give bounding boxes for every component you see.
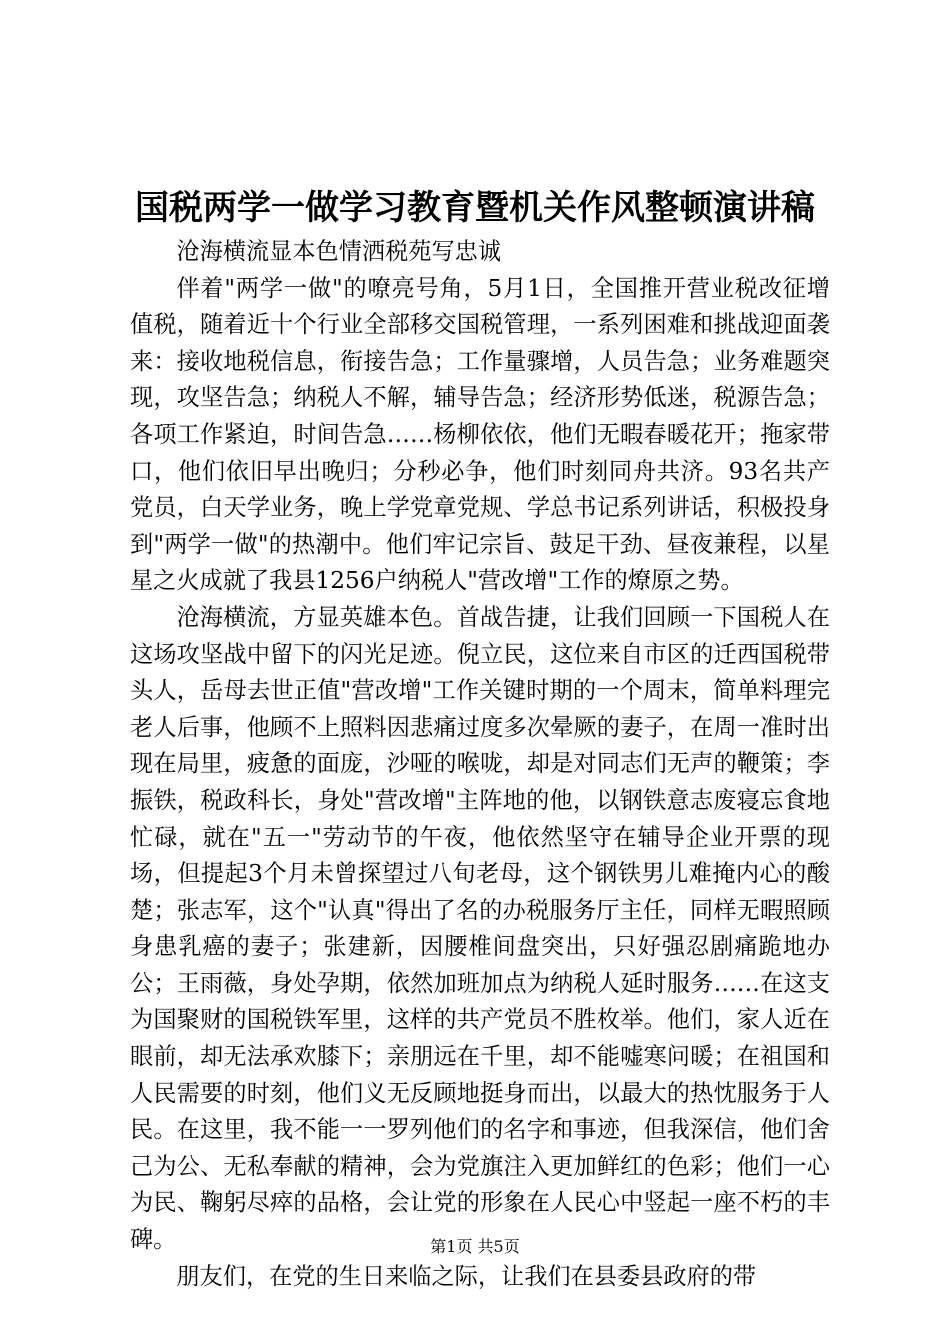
page-number-footer: 第1页 共5页: [430, 1237, 520, 1256]
paragraph-3: 朋友们，在党的生日来临之际，让我们在县委县政府的带: [176, 1262, 757, 1290]
paragraph-subtitle: 沧海横流显本色情洒税苑写忠诚: [176, 238, 502, 265]
document-title: 国税两学一做学习教育暨机关作风整顿演讲稿: [135, 188, 815, 228]
paragraph-1: 伴着"两学一做"的嘹亮号角，5月1日，全国推开营业税改征增值税，随着近十个行业全部移交国税管理，一系列困难和挑战迎面袭来：接收地税信息，衔接告急；工作量骤增，人员告急；业务难题突现，攻坚告急；纳税人不解，辅导告急；经济形势低迷，税源告急；各项工作紧迫，时间告急……杨柳依依，他们无暇春暖花开；拖家带口，他们依旧早出晚归；分秒必争，他们时刻同舟共济。93名共产党员，白天学业务，晚上学党章党规、学总书记系列讲话，积极投身到"两学一做"的热潮中。他们牢记宗旨、鼓足干劲、昼夜兼程，以星星之火成就了我县1256户纳税人"营改增"工作的燎原之势。: [130, 274, 830, 595]
document-body: [130, 234, 830, 1295]
paragraph-2: 沧海横流，方显英雄本色。首战告捷，让我们回顾一下国税人在这场攻坚战中留下的闪光足迹。倪立民，这位来自市区的迁西国税带头人，岳母去世正值"营改增"工作关键时期的一个周末，简单料理完老人后事，他顾不上照料因悲痛过度多次晕厥的妻子，在周一准时出现在局里，疲惫的面庞，沙哑的喉咙，却是对同志们无声的鞭策；李振铁，税政科长，身处"营改增"主阵地的他，以钢铁意志废寝忘食地忙碌，就在"五一"劳动节的午夜，他依然坚守在辅导企业开票的现场，但提起3个月未曾探望过八旬老母，这个钢铁男儿难掩内心的酸楚；张志军，这个"认真"得出了名的办税服务厅主任，同样无暇照顾身患乳癌的妻子；张建新，因腰椎间盘突出，只好强忍剧痛跪地办公；王雨薇，身处孕期，依然加班加点为纳税人延时服务……在这支为国聚财的国税铁军里，这样的共产党员不胜枚举。他们，家人近在眼前，却无法承欢膝下；亲朋远在千里，却不能嘘寒问暖；在祖国和人民需要的时刻，他们义无反顾地挺身而出，以最大的热忱服务于人民。在这里，我不能一一罗列他们的名字和事迹，但我深信，他们舍己为公、无私奉献的精神，会为党旗注入更加鲜红的色彩；他们一心为民、鞠躬尽瘁的品格，会让党的形象在人民心中竖起一座不朽的丰碑。: [130, 603, 830, 1254]
